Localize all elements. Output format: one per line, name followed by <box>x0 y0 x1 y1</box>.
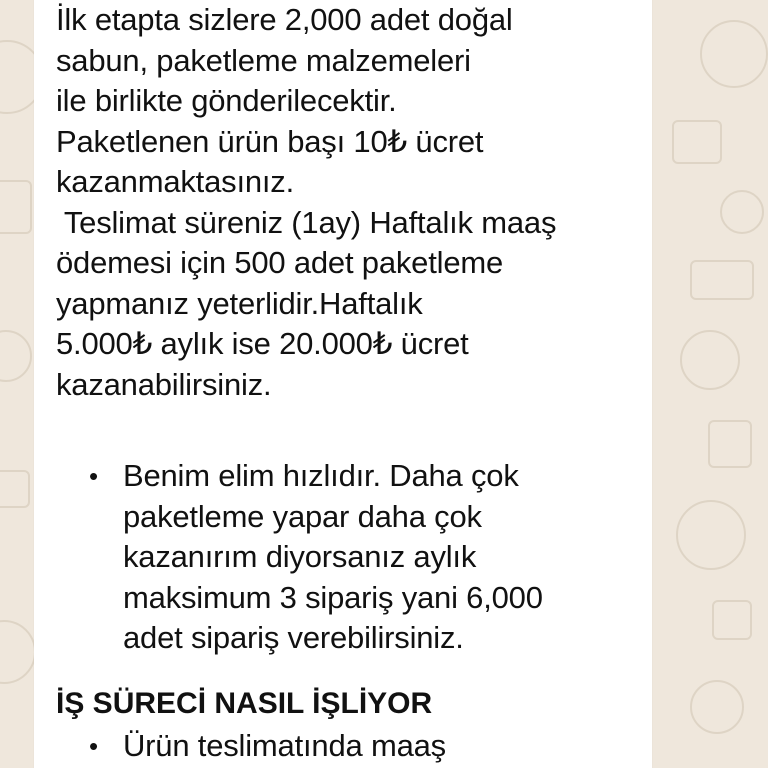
message-line: Teslimat süreniz (1ay) Haftalık maaş <box>56 204 557 240</box>
wallpaper-doodle <box>700 20 768 88</box>
message-line: sabun, paketleme malzemeleri <box>56 42 471 78</box>
message-line: kazanmaktasınız. <box>56 164 295 199</box>
wallpaper-doodle <box>0 180 32 234</box>
wallpaper-doodle <box>680 330 740 390</box>
bullet-line: paketleme yapar daha çok <box>123 498 482 534</box>
message-line: 5.000₺ aylık ise 20.000₺ ücret <box>56 326 469 361</box>
bullet-line: adet sipariş verebilirsiniz. <box>123 620 464 655</box>
wallpaper-doodle <box>708 420 752 468</box>
bullet-line: maksimum 3 sipariş yani 6,000 <box>123 579 543 615</box>
wallpaper-doodle <box>690 680 744 734</box>
wallpaper-doodle <box>0 330 32 382</box>
wallpaper-doodle <box>690 260 754 300</box>
wallpaper-doodle <box>720 190 764 234</box>
bullet-icon: • <box>89 461 98 491</box>
message-line: kazanabilirsiniz. <box>56 366 272 402</box>
section-heading: İŞ SÜRECİ NASIL İŞLİYOR <box>56 686 433 720</box>
bullet-line: Benim elim hızlıdır. Daha çok <box>123 458 519 493</box>
bullet-item <box>56 456 656 659</box>
message-text <box>56 0 656 766</box>
wallpaper-doodle <box>676 500 746 570</box>
message-line: yapmanız yeterlidir.Haftalık <box>56 285 423 321</box>
wallpaper-doodle <box>672 120 722 164</box>
bullet-line: kazanırım diyorsanız aylık <box>123 539 477 574</box>
bullet-icon: • <box>89 730 98 761</box>
bullet-item <box>56 726 656 767</box>
message-line: ile birlikte gönderilecektir. <box>56 83 397 118</box>
paragraph-spacer <box>56 405 656 445</box>
wallpaper-doodle <box>0 470 30 508</box>
message-line: ödemesi için 500 adet paketleme <box>56 245 504 280</box>
message-line: İlk etapta sizlere 2,000 adet doğal <box>56 2 513 37</box>
wallpaper-doodle <box>0 620 36 684</box>
bullet-line: Ürün teslimatında maaş <box>123 727 446 763</box>
message-line: Paketlenen ürün başı 10₺ ücret <box>56 123 484 159</box>
wallpaper-doodle <box>712 600 752 640</box>
